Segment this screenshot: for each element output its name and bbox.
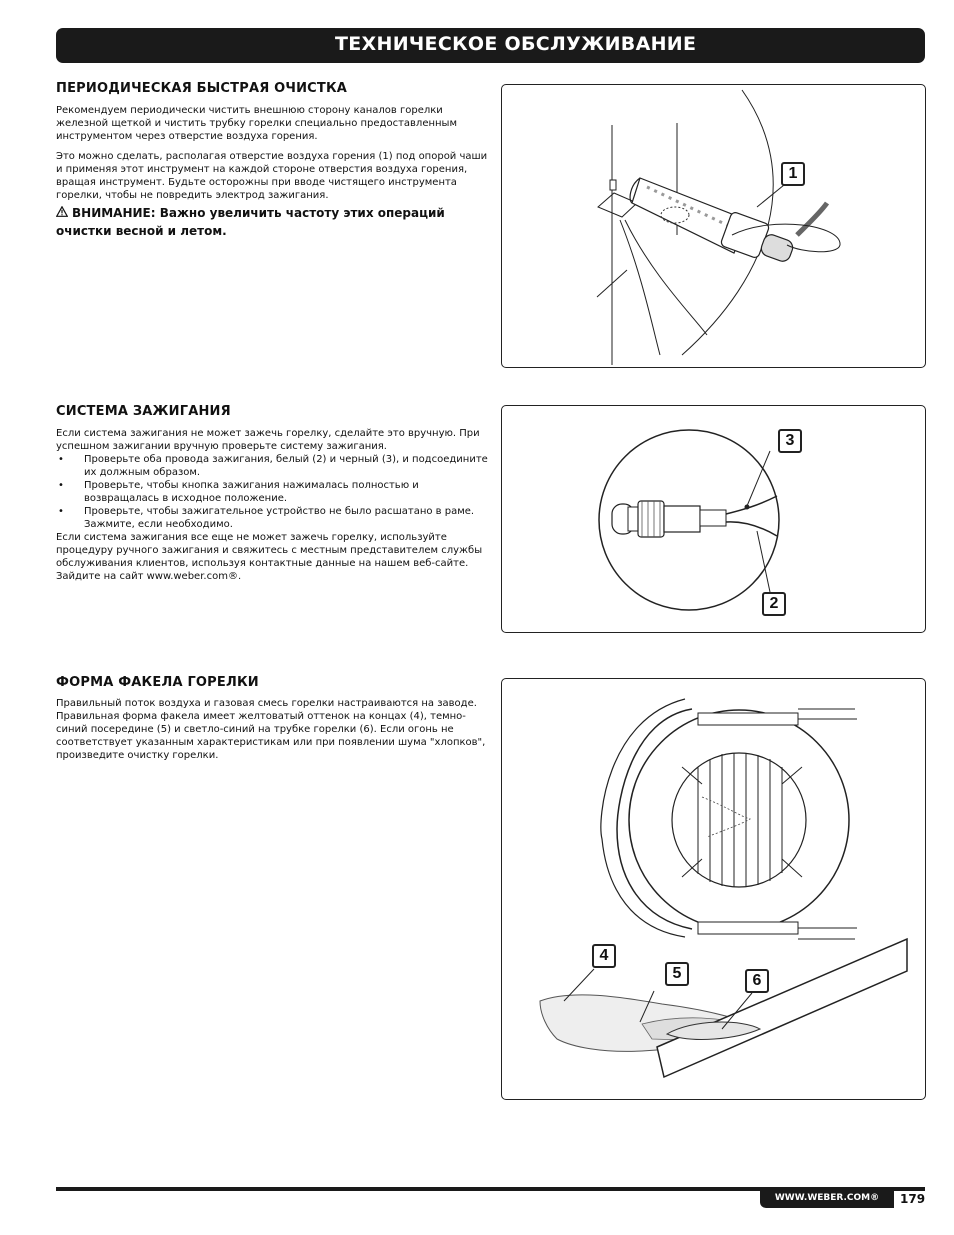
callout-5: 5	[665, 962, 689, 986]
ignition-intro: Если система зажигания не может зажечь горелку, сделайте это вручную. При успешном зажигании вручную проверьте систему зажигания.	[56, 428, 480, 452]
quick-cleaning-paragraph-1: Рекомендуем периодически чистить внешнюю сторону каналов горелки железной щеткой и чистить трубку горелки специально предоставленным инструментом через отверстие воздуха горения.	[56, 105, 457, 142]
section-title-quick-cleaning: ПЕРИОДИЧЕСКАЯ БЫСТРАЯ ОЧИСТКА	[56, 81, 348, 96]
header-bar	[56, 28, 925, 63]
callout-1: 1	[781, 162, 805, 186]
section-quick-cleaning-text	[56, 104, 488, 209]
ignition-illustration	[502, 406, 925, 632]
ignition-bullet-text: Проверьте, чтобы кнопка зажигания нажималась полностью и возвращалась в исходное положение.	[84, 480, 419, 504]
bullet-dot: •	[58, 480, 64, 491]
section-title-flame-pattern: ФОРМА ФАКЕЛА ГОРЕЛКИ	[56, 675, 259, 690]
warning-text: ВНИМАНИЕ: Важно увеличить частоту этих операций очистки весной и летом.	[56, 206, 445, 238]
bullet-dot: •	[58, 506, 64, 517]
warning-note	[56, 204, 488, 240]
callout-4: 4	[592, 944, 616, 968]
ignition-bullet	[56, 479, 488, 505]
section-flame-pattern-text	[56, 697, 488, 769]
section-title-ignition: СИСТЕМА ЗАЖИГАНИЯ	[56, 404, 231, 419]
figure-burner-cleaning	[501, 84, 926, 368]
page-number: 179	[900, 1192, 926, 1206]
section-ignition-text	[56, 427, 488, 583]
callout-6: 6	[745, 969, 769, 993]
figure-ignition-system	[501, 405, 926, 633]
callout-3: 3	[778, 429, 802, 453]
page-title: ТЕХНИЧЕСКОЕ ОБСЛУЖИВАНИЕ	[335, 33, 697, 55]
figure-burner-flame	[501, 678, 926, 1100]
ignition-bullet	[56, 453, 488, 479]
warning-triangle-icon	[56, 204, 70, 222]
flame-pattern-paragraph: Правильный поток воздуха и газовая смесь горелки настраиваются на заводе. Правильная форма факела имеет желтоватый оттенок на концах (4), темно-синий посередине (5) и светло-синий на трубке горелки (6). Если огонь не соответствует указанным характеристикам или при появлении шума "хлопков", произведите очистку горелки.	[56, 698, 486, 761]
callout-2: 2	[762, 592, 786, 616]
quick-cleaning-paragraph-2: Это можно сделать, располагая отверстие воздуха горения (1) под опорой чаши и применяя этот инструмент на каждой стороне отверстия воздуха горения, вращая инструмент. Будьте осторожны при вводе чистящего инструмента горелки, чтобы не повредить электрод зажигания.	[56, 151, 488, 201]
bullet-dot: •	[58, 454, 64, 465]
burner-flame-illustration	[502, 679, 925, 1099]
ignition-bullet-text: Проверьте, чтобы зажигательное устройство не было расшатано в раме. Зажмите, если необходимо.	[84, 506, 475, 530]
ignition-outro: Если система зажигания все еще не может зажечь горелку, используйте процедуру ручного зажигания и свяжитесь с местным представителем службы обслуживания клиентов, используя контактные данные на нашем веб-сайте. Зайдите на сайт www.weber.com®.	[56, 532, 483, 582]
footer-website: WWW.WEBER.COM®	[760, 1188, 894, 1208]
ignition-bullet-text: Проверьте оба провода зажигания, белый (2) и черный (3), и подсоедините их должным образом.	[84, 454, 488, 478]
ignition-bullet	[56, 505, 488, 531]
burner-cleaning-illustration	[502, 85, 925, 367]
